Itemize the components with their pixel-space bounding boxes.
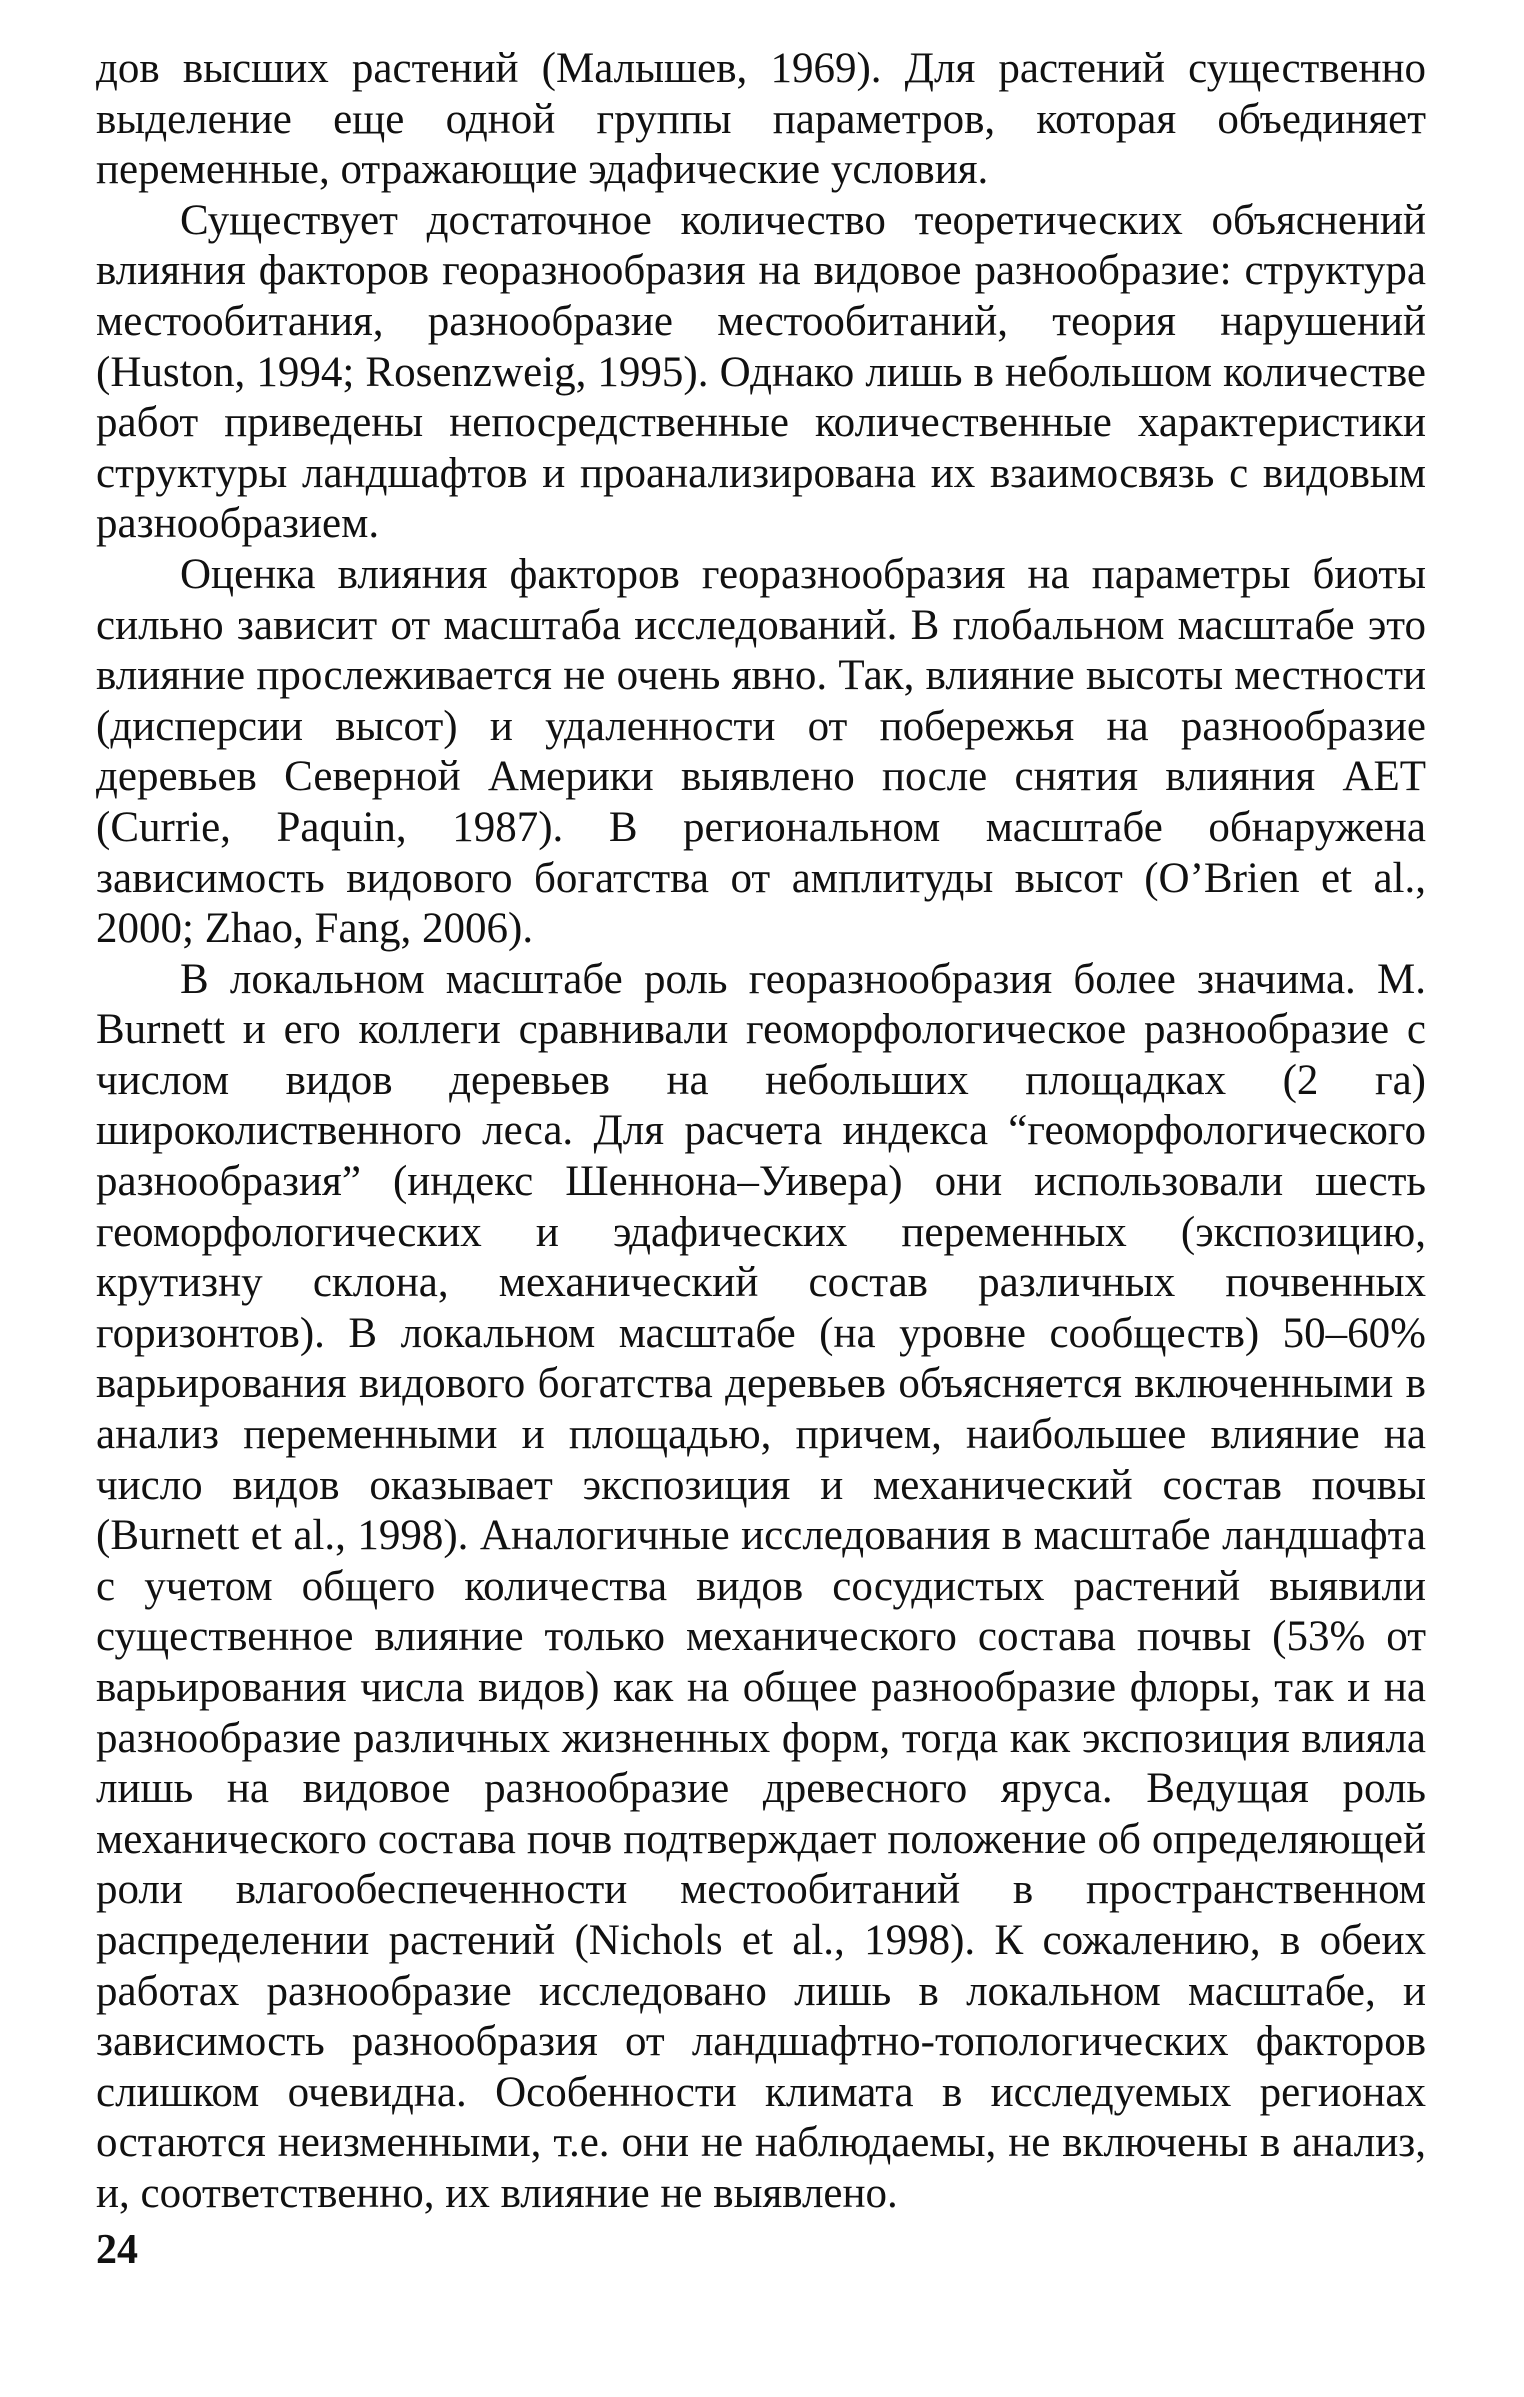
paragraph-continuation: дов высших растений (Малышев, 1969). Для растений существенно выделение еще одной группы параметров, которая объединяет переменные, отражающие эдафические условия. [96,45,1426,194]
page-number: 24 [96,2227,138,2273]
paragraph-local-scale: В локальном масштабе роль георазнообразия более значима. M. Burnett и его коллеги сравнивали геоморфологическое разнообразие с числом видов деревьев на небольших площадках (2 га) широколиственного леса. Для расчета индекса “геоморфологического разнообразия” (индекс Шеннона–Уивера) они использовали шесть геоморфологических и эдафических переменных (экспозицию, крутизну склона, механический состав различных почвенных горизонтов). В локальном масштабе (на уровне сообществ) 50–60% варьирования видового богатства деревьев объясняется включенными в анализ переменными и площадью, причем, наибольшее влияние на число видов оказывает экспозиция и механический состав почвы (Burnett et al., 1998). Аналогичные исследования в масштабе ландшафта с учетом общего количества видов сосудистых растений выявили существенное влияние только механического состава почвы (53% от варьирования числа видов) как на общее разнообразие флоры, так и на разнообразие различных жизненных форм, тогда как экспозиция влияла лишь на видовое разнообразие древесного яруса. Ведущая роль механического состава почв подтверждает положение об определяющей роли влагообеспеченности местообитаний в пространственном распределении растений (Nichols et al., 1998). К сожалению, в обеих работах разнообразие исследовано лишь в локальном масштабе, и зависимость разнообразия от ландшафтно-топологических факторов слишком очевидна. Особенности климата в исследуемых регионах остаются неизменными, т.е. они не наблюдаемы, не включены в анализ, и, соответственно, их влияние не выявлено. [96,955,1426,2217]
paragraph-theories: Существует достаточное количество теоретических объяснений влияния факторов георазнообразия на видовое разнообразие: структура местообитания, разнообразие местообитаний, теория нарушений (Huston, 1994; Rosenzweig, 1995). Однако лишь в небольшом количестве работ приведены непосредственные количественные характеристики структуры ландшафтов и проанализирована их взаимосвязь с видовым разнообразием. [96,196,1426,548]
paragraph-scale: Оценка влияния факторов георазнообразия на параметры биоты сильно зависит от масштаба исследований. В глобальном масштабе это влияние прослеживается не очень явно. Так, влияние высоты местности (дисперсии высот) и удаленности от побережья на разнообразие деревьев Северной Америки выявлено после снятия влияния AET (Currie, Paquin, 1987). В региональном масштабе обнаружена зависимость видового богатства от амплитуды высот (O’Brien et al., 2000; Zhao, Fang, 2006). [96,550,1426,953]
page-body [96,44,1426,2220]
